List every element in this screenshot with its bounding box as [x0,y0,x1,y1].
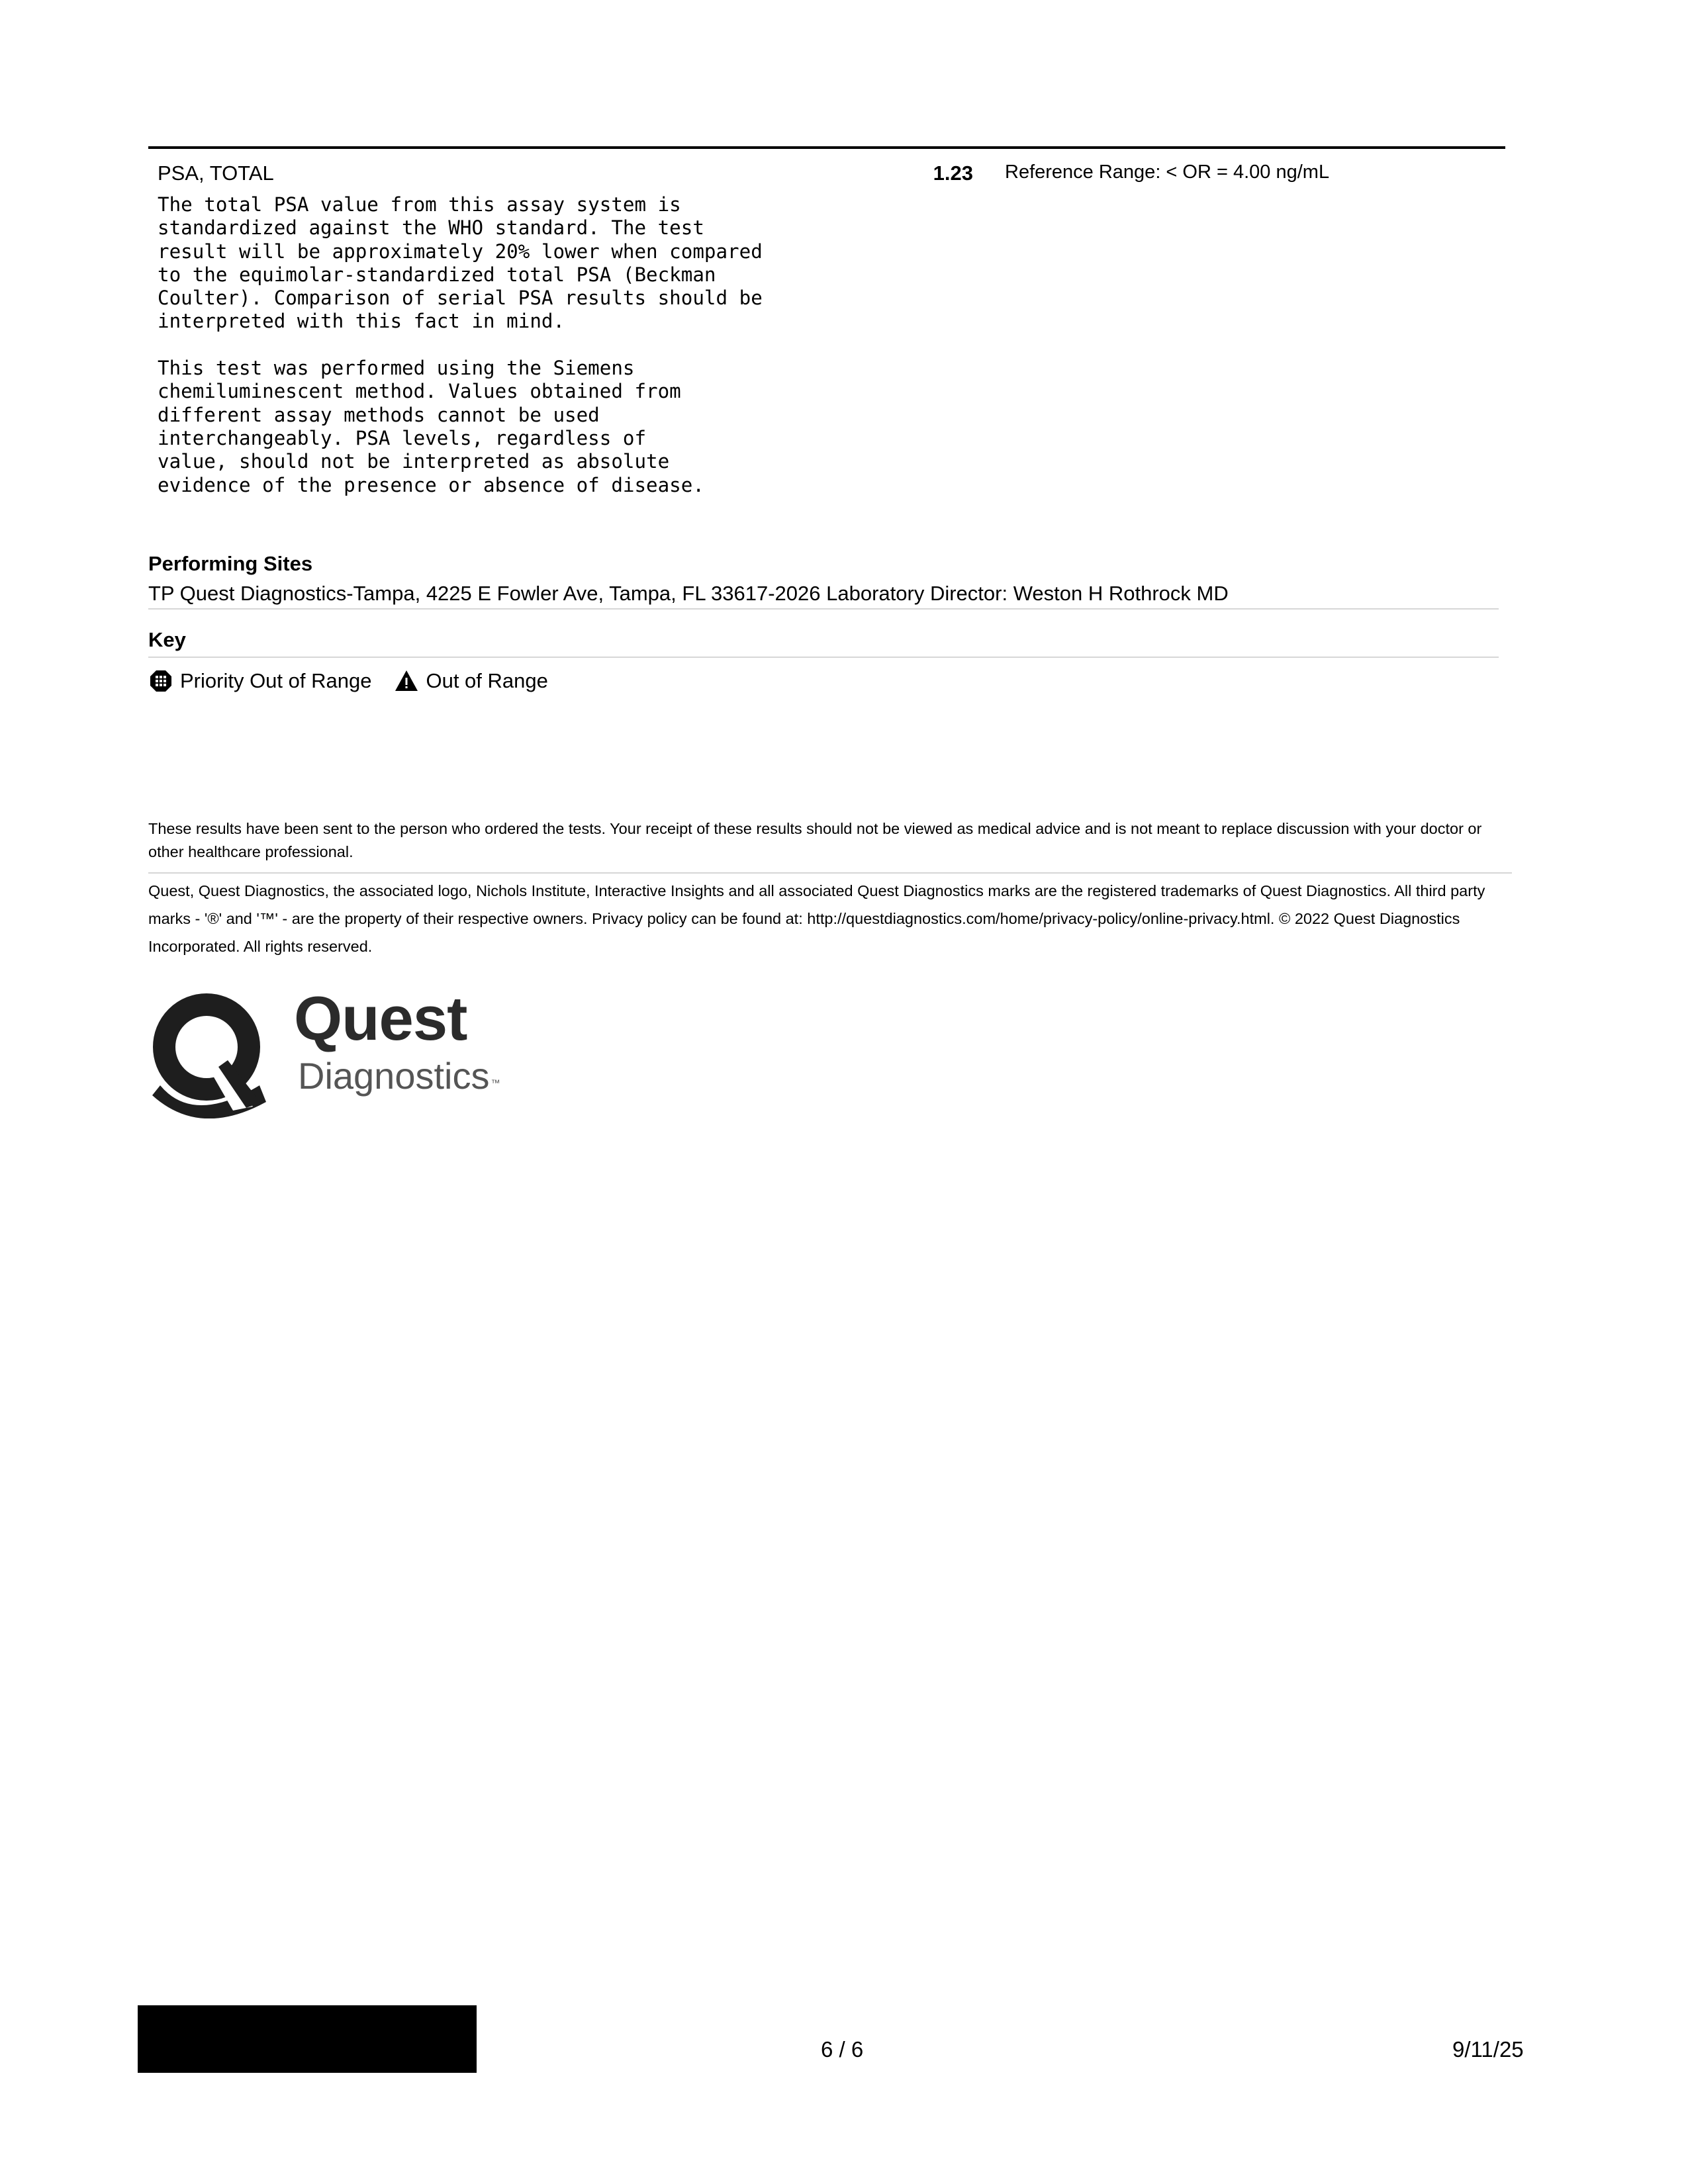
reference-range: Reference Range: < OR = 4.00 ng/mL [1005,161,1330,183]
quest-q-mark-icon [147,986,279,1118]
logo-wordmark-quest: Quest [294,983,467,1053]
priority-out-of-range-icon [148,668,173,694]
results-disclaimer: These results have been sent to the person who ordered the tests. Your receipt of these results should not be viewed as medical advice and is not meant to replace discussion with your doctor or other healthcare professional. [148,820,1482,860]
page-number: 6 / 6 [821,2037,864,2062]
print-date: 9/11/25 [1452,2037,1524,2062]
performing-sites-heading: Performing Sites [148,552,313,575]
result-comment: The total PSA value from this assay system is standardized against the WHO standard. The test result will be approximately 20% lower when compared to the equimolar-standardized total PSA (Beckman Coulter). Comparison of serial PSA results should be interpreted with this fact in mind. This test was performed using the Siemens chemiluminescent method. Values obtained from different assay methods cannot be used interchangeably. PSA levels, regardless of value, should not be interpreted as absolute evidence of the presence or absence of disease. [158,193,763,496]
test-name: PSA, TOTAL [158,161,274,185]
test-value: 1.23 [933,161,973,185]
quest-diagnostics-logo [147,983,544,1118]
logo-tm-mark: ™ [491,1077,500,1088]
divider [148,657,1499,658]
performing-sites-text: TP Quest Diagnostics-Tampa, 4225 E Fowler Ave, Tampa, FL 33617-2026 Laboratory Director: Weston H Rothrock MD [148,582,1229,605]
key-item-out-of-range [394,668,547,694]
divider [148,872,1512,874]
logo-wordmark-diagnostics [298,1055,500,1097]
key-heading: Key [148,628,186,651]
key-item-label: Priority Out of Range [180,669,372,692]
key-legend [148,668,548,694]
key-item-label: Out of Range [426,669,548,692]
key-item-priority [148,668,371,694]
redaction-block [138,2005,477,2073]
warning-triangle-icon [394,668,419,694]
divider [148,608,1499,610]
trademark-notice: Quest, Quest Diagnostics, the associated logo, Nichols Institute, Interactive Insights and all associated Quest Diagnostics marks are the registered trademarks of Quest Diagnostics. All third party marks - '®' and '™' - are the property of their respective owners. Privacy policy can be found at: http://questdiagnostics.com/home/privacy-policy/online-privacy.html. © 2022 Quest Diagnostics Incorporated. All rights reserved. [148,882,1485,955]
logo-diagnostics-text: Diagnostics [298,1055,490,1097]
result-divider [148,146,1505,149]
